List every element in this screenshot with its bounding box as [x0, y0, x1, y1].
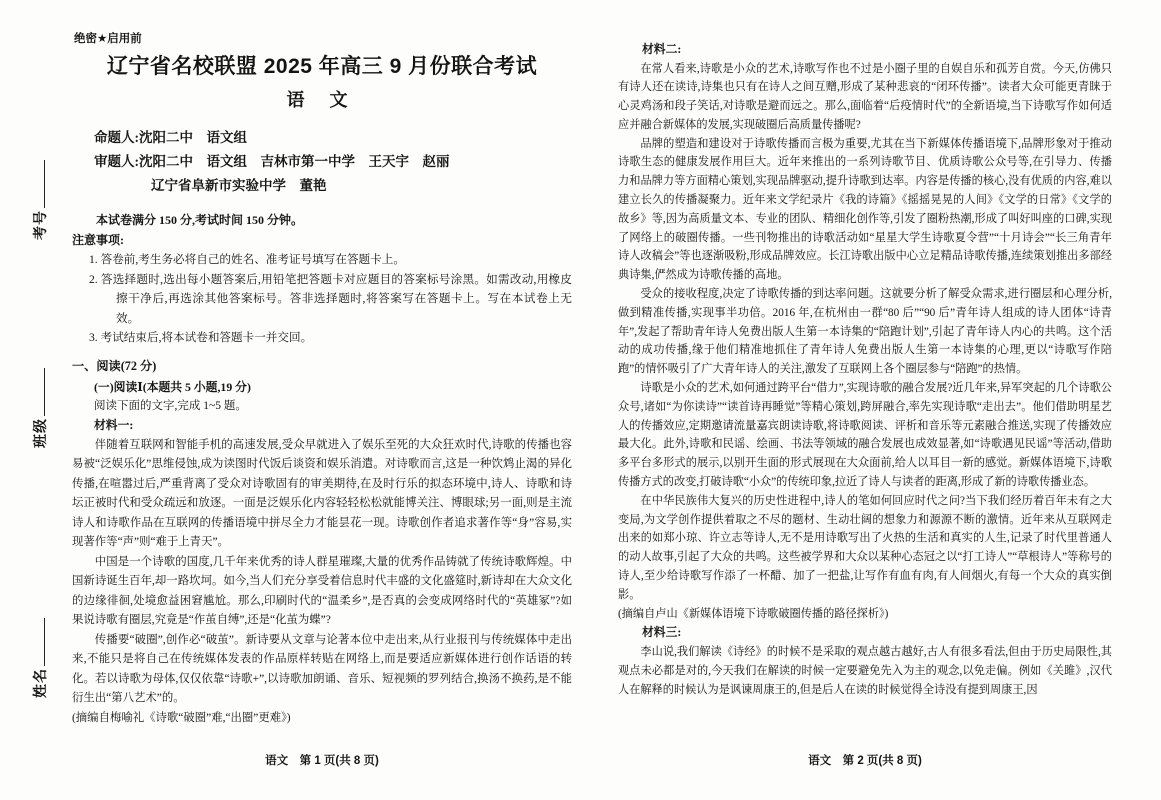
reviewer-line: 审题人:沈阳二中 语文组 吉林市第一中学 王天宇 赵丽 [94, 154, 450, 169]
section-1-subheading: (一)阅读Ⅰ(本题共 5 小题,19 分) [94, 379, 251, 394]
exam-number-fill-line [41, 160, 45, 208]
page-1-footer: 语文 第 1 页(共 8 页) [265, 755, 379, 767]
material-2-source: (摘编自卢山《新媒体语境下诗歌破圈传播的路径探析》) [618, 607, 889, 620]
paper-title: 辽宁省名校联盟 2025 年高三 9 月份联合考试 [106, 55, 538, 78]
material-1-source: (摘编自梅喻礼《诗歌“破圈”难,“出圈”更难》) [72, 711, 291, 724]
material-1-label: 材料一: [94, 418, 134, 432]
class-fill-line [41, 368, 45, 416]
material-2-paragraph: 在常人看来,诗歌是小众的艺术,诗歌写作也不过是小圈子里的自娱自乐和孤芳自赏。今天,仿佛只有诗人还在读诗,诗集也只有在诗人之间互赠,形成了某种悲哀的“闭环传播”。读者大众可能更青睐于心灵鸡汤和段子笑话,对诗歌是避而远之。那么,面临着“后疫情时代”的全新语境,当下诗歌写作如何适应并融合新媒体的发展,实现破圈后高质量传播呢? [618, 62, 1112, 131]
material-1-paragraph: 伴随着互联网和智能手机的高速发展,受众早就进入了娱乐至死的大众狂欢时代,诗歌的传播也容易被“泛娱乐化”思维侵蚀,成为读图时代饭后谈资和娱乐消遣。对诗歌而言,这是一种饮鸩止渴的异化传播,在喧嚣过后,严重背离了受众对诗歌固有的审美期待,在及时行乐的拟态环境中,诗人、诗歌和诗坛正被时代和受众疏远和放逐。一面是泛娱乐化内容轻轻松松就能博关注、博眼球;另一面,则是主流诗人和诗歌作品在互联网的传播语境中拼尽全力才能昙花一现。诗歌创作者追求著作等“身”容易,实现著作等“声”则“难于上青天”。 [72, 438, 572, 548]
material-1-paragraph: 传播要“破圈”,创作必“破茧”。新诗要从文章与论著本位中走出来,从行业报刊与传统媒体中走出来,不能只是将自己在传统媒体发表的作品原样转贴在网络上,而是要适应新媒体进行创作话语的转化。若以诗歌为母体,仅仅依靠“诗歌+”,以诗歌加朗诵、音乐、短视频的罗列结合,换汤不换药,是不能衍生出“第八艺术”的。 [72, 633, 572, 704]
material-2-paragraph: 受众的接收程度,决定了诗歌传播的到达率问题。这就要分析了解受众需求,进行圈层和心理分析,做到精准传播,实现事半功倍。2016 年,在杭州由一群“80 后”“90 后”青年诗人组成的诗人团体“诗青年”,发起了帮助青年诗人免费出版人生第一本诗集的“陪跑计划”,引起了青年诗人内心的共鸣。这个活动的成功传播,缘于他们精准地抓住了青年诗人免费出版人生第一本诗集的心理,更以“诗歌写作陪跑”的情怀吸引了广大青年诗人的关注,激发了互联网上各个圈层参与“陪跑”的热情。 [618, 288, 1112, 376]
material-2-paragraph: 在中华民族伟大复兴的历史性进程中,诗人的笔如何回应时代之问?当下我们经历着百年未有之大变局,为文学创作提供着取之不尽的题材、生动壮阔的想象力和源源不断的激情。近年来从互联网走出来的如郑小琼、许立志等诗人,无不是用诗歌写出了火热的生活和真实的人生,记录了时代里普通人的动人故事,引起了大众的共鸣。这些被学界和大众以某种心态冠之以“打工诗人”“草根诗人”等称号的诗人,至少给诗歌写作添了一杯醋、加了一把盐,让写作有血有肉,有人间烟火,有每一个大众的真实倒影。 [618, 494, 1112, 601]
exam-number-text: 考号 [34, 210, 49, 240]
material-1-paragraph: 中国是一个诗歌的国度,几千年来优秀的诗人群星璀璨,大量的优秀作品铸就了传统诗歌辉煌。中国新诗诞生百年,却一路坎坷。如今,当人们充分享受着信息时代丰盛的文化盛筵时,新诗却在大众文化的边缘徘徊,处境愈益困窘尴尬。那么,印刷时代的“温柔乡”,是否真的会变成网络时代的“英雄冢”?如果说诗歌有圈层,究竟是“作茧自缚”,还是“化茧为蝶”? [72, 555, 572, 626]
notice-title: 注意事项: [72, 233, 124, 247]
material-2-body [618, 60, 1112, 624]
security-classification: 绝密★启用前 [74, 33, 142, 45]
class-label [30, 368, 50, 448]
page-2-footer: 语文 第 2 页(共 8 页) [808, 755, 922, 767]
material-2-paragraph: 诗歌是小众的艺术,如何通过跨平台“借力”,实现诗歌的融合发展?近几年来,异军突起的几个诗歌公众号,诸如“为你读诗”“读首诗再睡觉”等精心策划,跨屏融合,率先实现诗歌“走出去”。他们借助明星艺人的传播效应,定期邀请流量嘉宾朗读诗歌,将诗歌阅读、评析和音乐等元素融合推送,实现了传播效应最大化。此外,诗歌和民谣、绘画、书法等领域的融合发展也成效显著,如“诗歌遇见民谣”等活动,借助多平台多形式的展示,以别开生面的形式展现在大众面前,给人以耳目一新的感觉。新媒体语境下,诗歌传播方式的改变,打破诗歌“小众”的传统印象,拉近了诗人与读者的距离,形成了新的诗歌传播业态。 [618, 382, 1112, 489]
material-2-label: 材料二: [642, 42, 682, 56]
setter-block [94, 126, 572, 198]
notice-item-2: 2. 答选择题时,选出每小题答案后,用铅笔把答题卡对应题目的答案标号涂黑。如需改动,用橡皮擦干净后,再选涂其他答案标号。答非选择题时,将答案写在答题卡上。写在本试卷上无效。 [89, 272, 572, 325]
material-3-body [618, 643, 1112, 699]
class-text: 班级 [34, 418, 49, 448]
material-2-paragraph: 品牌的塑造和建设对于诗歌传播而言极为重要,尤其在当下新媒体传播语境下,品牌形象对于推动诗歌生态的健康发展作用巨大。近年来推出的一系列诗歌节目、优质诗歌公众号等,在引导力、传播力和品牌力等方面精心策划,实现品牌驱动,提升诗歌到达率。内容是传播的核心,没有优质的内容,难以建立长久的传播凝聚力。近年来文学纪录片《我的诗篇》《摇摇晃晃的人间》《文学的日常》《文学的故乡》等,因为高质量文本、专业的团队、精细化创作等,引发了圈粉热潮,形成了叫好叫座的口碑,实现了网络上的破圈传播。一些刊物推出的诗歌活动如“星星大学生诗歌夏令营”“十月诗会”“长三角青年诗人改稿会”等也逐渐吸粉,形成品牌效应。长江诗歌出版中心立足精品诗歌传播,连续策划推出多部经典诗集,俨然成为诗歌传播的高地。 [618, 137, 1112, 282]
reviewer-line-2: 辽宁省阜新市实验中学 董艳 [151, 178, 327, 193]
material-3-label: 材料三: [642, 625, 682, 640]
page-1 [72, 0, 572, 800]
exam-info: 本试卷满分 150 分,考试时间 150 分钟。 [96, 213, 304, 227]
reading-instruction: 阅读下面的文字,完成 1~5 题。 [94, 399, 247, 412]
notice-item-3: 3. 考试结束后,将本试卷和答题卡一并交回。 [89, 331, 313, 344]
setter-line: 命题人:沈阳二中 语文组 [94, 130, 247, 145]
name-text: 姓名 [34, 668, 49, 698]
material-1-body [72, 436, 572, 729]
name-fill-line [41, 618, 45, 666]
page-2 [618, 0, 1112, 800]
subject-title: 语 文 [286, 90, 358, 110]
section-1-heading: 一、阅读(72 分) [72, 358, 157, 373]
material-3-paragraph: 李山说,我们解读《诗经》的时候不是采取的观点越古越好,古人有很多看法,但由于历史局限性,其观点未必都是对的,今天我们在解读的时候一定要避免先入为主的观念,以免走偏。例如《关雎》,汉代人在解释的时候认为是讽谏周康王的,但是后人在读的时候觉得全诗没有提到周康王,因 [618, 645, 1112, 696]
exam-number-label [30, 160, 50, 240]
name-label [30, 618, 50, 698]
notice-item-1: 1. 答卷前,考生务必将自己的姓名、准考证号填写在答题卡上。 [89, 253, 405, 266]
